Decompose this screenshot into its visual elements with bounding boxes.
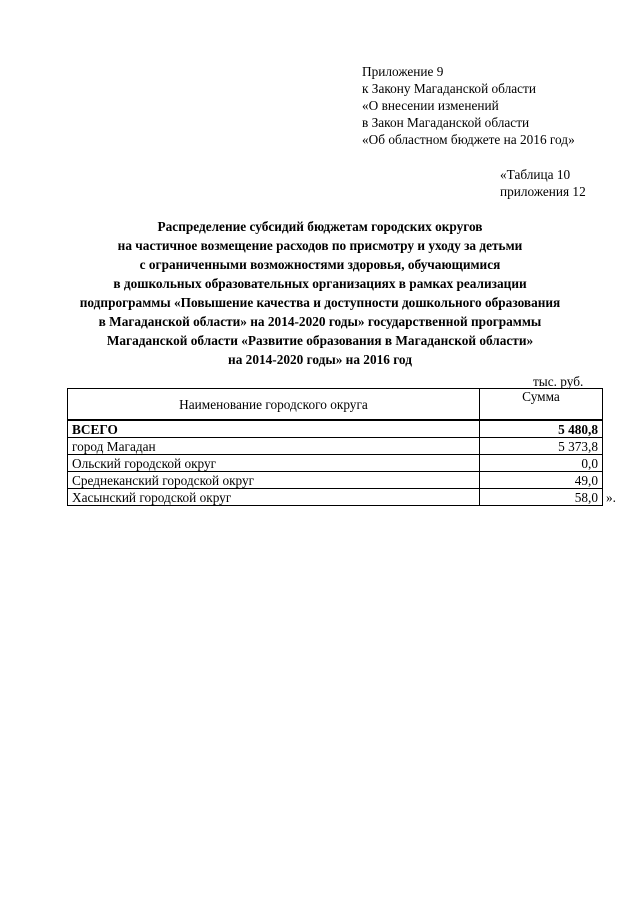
column-header-sum: Сумма: [480, 389, 603, 421]
title-line: на частичное возмещение расходов по присмотру и уходу за детьми: [117, 238, 523, 253]
document-title: [40, 217, 600, 369]
row-sum: 49,0: [480, 472, 603, 489]
table-row: [68, 489, 603, 506]
row-sum: 0,0: [480, 455, 603, 472]
appendix-line: Приложение 9: [362, 64, 444, 79]
subsidy-table: [67, 388, 603, 506]
column-header-name: Наименование городского округа: [68, 389, 480, 421]
row-name: город Магадан: [68, 438, 480, 455]
appendix-line: к Закону Магаданской области: [362, 81, 536, 96]
appendix-line: «О внесении изменений: [362, 98, 499, 113]
title-line: Распределение субсидий бюджетам городских округов: [157, 219, 483, 234]
appendix-heading: [362, 63, 575, 148]
title-line: в дошкольных образовательных организациях в рамках реализации: [113, 276, 527, 291]
units-label: тыс. руб.: [533, 374, 584, 389]
appendix-line: «Об областном бюджете на 2016 год»: [362, 132, 575, 147]
title-line: Магаданской области «Развитие образования в Магаданской области»: [106, 333, 534, 348]
table-total-row: [68, 420, 603, 438]
table-reference-line: приложения 12: [500, 184, 586, 199]
closing-quote-mark: ».: [606, 490, 616, 505]
row-sum: 58,0: [480, 489, 603, 506]
total-label: ВСЕГО: [68, 420, 480, 438]
table-reference-line: «Таблица 10: [500, 167, 571, 182]
table-reference: [500, 166, 586, 200]
row-name: Ольский городской округ: [68, 455, 480, 472]
title-line: подпрограммы «Повышение качества и доступности дошкольного образования: [79, 295, 561, 310]
table-row: [68, 438, 603, 455]
row-name: Среднеканский городской округ: [68, 472, 480, 489]
title-line: с ограниченными возможностями здоровья, обучающимися: [139, 257, 501, 272]
title-line: на 2014-2020 годы» на 2016 год: [228, 352, 412, 367]
table-row: [68, 455, 603, 472]
appendix-line: в Закон Магаданской области: [362, 115, 530, 130]
table-row: [68, 472, 603, 489]
total-sum: 5 480,8: [480, 420, 603, 438]
row-name: Хасынский городской округ: [68, 489, 480, 506]
row-sum: 5 373,8: [480, 438, 603, 455]
table-header-row: [68, 389, 603, 421]
title-line: в Магаданской области» на 2014-2020 годы» государственной программы: [98, 314, 542, 329]
